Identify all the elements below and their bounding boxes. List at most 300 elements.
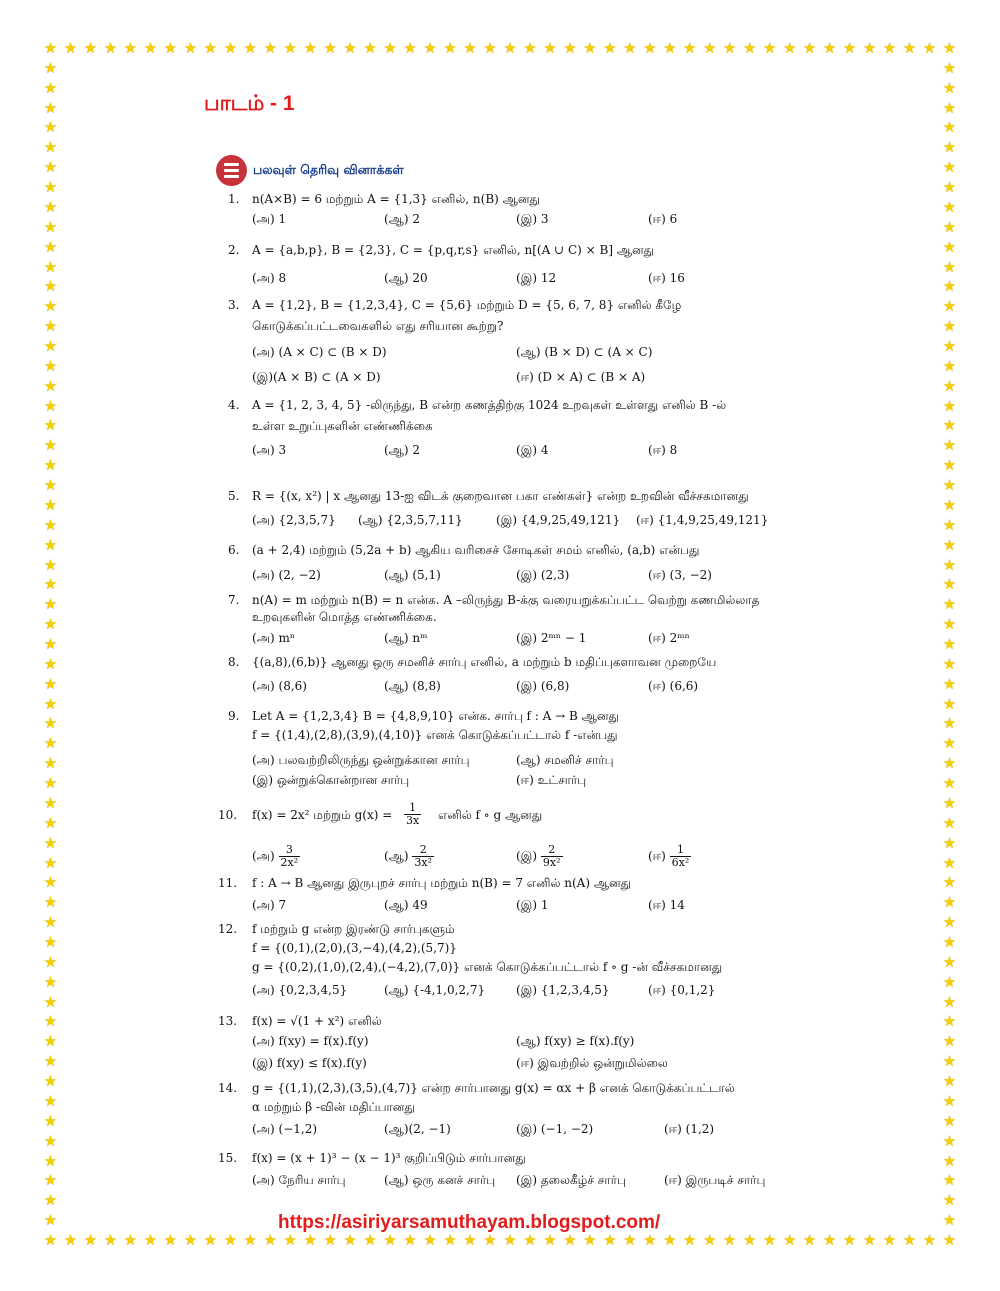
star-icon: ★ xyxy=(942,1032,957,1051)
star-icon: ★ xyxy=(563,39,577,57)
star-icon: ★ xyxy=(942,436,957,455)
option-d: (ஈ) 6 xyxy=(648,212,678,226)
star-icon: ★ xyxy=(43,575,58,594)
option-d: (ஈ) (6,6) xyxy=(648,679,699,693)
star-icon: ★ xyxy=(43,197,58,216)
question-number: 10. xyxy=(218,808,238,822)
option-c: (இ) (−1, −2) xyxy=(516,1122,594,1136)
option-c: (இ) {1,2,3,4,5} xyxy=(516,983,610,997)
star-icon: ★ xyxy=(683,1231,697,1249)
star-icon: ★ xyxy=(942,595,957,614)
star-icon: ★ xyxy=(942,774,957,793)
star-icon: ★ xyxy=(782,39,797,57)
star-icon: ★ xyxy=(942,178,957,197)
question-number: 7. xyxy=(228,593,240,607)
star-icon: ★ xyxy=(43,714,58,733)
star-icon: ★ xyxy=(862,1231,877,1249)
star-icon: ★ xyxy=(842,39,857,57)
star-icon: ★ xyxy=(523,1231,537,1249)
question-number: 3. xyxy=(228,298,240,312)
star-icon: ★ xyxy=(942,1211,957,1230)
star-icon: ★ xyxy=(43,754,58,773)
option-b: (ஆ) சமனிச் சார்பு xyxy=(516,753,614,767)
star-icon: ★ xyxy=(43,1231,58,1249)
option-b: (ஆ) ஒரு கனச் சார்பு xyxy=(384,1173,496,1187)
option-a: (அ) $\frac{3}{\text{2x²}}$ xyxy=(252,843,299,869)
star-icon: ★ xyxy=(363,1231,377,1249)
option-a: (அ) {2,3,5,7} xyxy=(252,513,336,527)
question-text: α மற்றும் β -வின் மதிப்பானது xyxy=(252,1100,415,1114)
option-b: (ஆ) 2 xyxy=(384,212,420,226)
star-icon: ★ xyxy=(43,78,58,97)
star-icon: ★ xyxy=(942,1131,957,1150)
star-icon: ★ xyxy=(942,237,957,256)
question-text: உள்ள உறுப்புகளின் எண்ணிக்கை xyxy=(252,419,433,433)
star-icon: ★ xyxy=(922,39,937,57)
option-a: (அ) நேரிய சார்பு xyxy=(252,1173,346,1187)
option-c: (இ) (2,3) xyxy=(516,568,570,582)
star-icon: ★ xyxy=(942,1191,957,1210)
star-icon: ★ xyxy=(663,1231,677,1249)
star-icon: ★ xyxy=(423,1231,437,1249)
star-icon: ★ xyxy=(43,853,58,872)
star-icon: ★ xyxy=(43,138,58,157)
question-text: n(A) = m மற்றும் n(B) = n என்க. A –லிருந்து B-க்கு வரையறுக்கப்பட்ட வெற்று கணமில்லாத xyxy=(252,593,760,607)
question-text: g = {(0,2),(1,0),(2,4),(−4,2),(7,0)} எனக் கொடுக்கப்பட்டால் f ∘ g -ன் வீச்சகமானது xyxy=(252,960,723,974)
star-icon: ★ xyxy=(463,39,477,57)
star-icon: ★ xyxy=(43,893,58,912)
star-icon: ★ xyxy=(942,118,957,137)
star-icon: ★ xyxy=(123,39,138,57)
star-icon: ★ xyxy=(83,1231,98,1249)
star-icon: ★ xyxy=(942,873,957,892)
list-icon xyxy=(216,155,247,186)
question-text: f(x) = √(1 + x²) எனில் xyxy=(252,1014,382,1028)
question-number: 4. xyxy=(228,398,240,412)
question-text: n(A×B) = 6 மற்றும் A = {1,3} எனில், n(B) ஆனது xyxy=(252,192,540,206)
star-icon: ★ xyxy=(942,197,957,216)
option-c: (இ) $\frac{2}{\text{9x²}}$ xyxy=(516,843,561,869)
star-icon: ★ xyxy=(43,158,58,177)
option-a: (அ) f(xy) = f(x).f(y) xyxy=(252,1034,369,1048)
star-icon: ★ xyxy=(942,734,957,753)
option-c: (இ)(A × B) ⊂ (A × D) xyxy=(252,370,381,384)
star-icon: ★ xyxy=(942,1171,957,1190)
star-icon: ★ xyxy=(942,754,957,773)
star-icon: ★ xyxy=(43,635,58,653)
star-icon: ★ xyxy=(43,317,58,336)
star-icon: ★ xyxy=(762,1231,777,1249)
question-text: {(a,8),(6,b)} ஆனது ஒரு சமனிச் சார்பு எனில், a மற்றும் b மதிப்புகளாவன முறையே xyxy=(252,655,717,669)
star-icon: ★ xyxy=(43,952,58,971)
star-icon: ★ xyxy=(942,674,957,693)
star-icon: ★ xyxy=(263,39,277,57)
question-text: f = {(1,4),(2,8),(3,9),(4,10)} எனக் கொடுக்கப்பட்டால் f -என்பது xyxy=(252,728,618,742)
star-icon: ★ xyxy=(43,992,58,1011)
star-icon: ★ xyxy=(942,535,957,554)
star-icon: ★ xyxy=(43,833,58,852)
star-icon: ★ xyxy=(942,158,957,177)
star-icon: ★ xyxy=(43,873,58,892)
question-number: 5. xyxy=(228,489,240,503)
star-icon: ★ xyxy=(902,39,917,57)
option-b: (ஆ) $\frac{2}{\text{3x²}}$ xyxy=(384,843,432,869)
option-b: (ஆ) f(xy) ≥ f(x).f(y) xyxy=(516,1034,635,1048)
star-icon: ★ xyxy=(942,58,957,77)
star-icon: ★ xyxy=(942,217,957,236)
star-icon: ★ xyxy=(343,39,357,57)
option-d: (ஈ) 14 xyxy=(648,898,685,912)
question-number: 6. xyxy=(228,543,240,557)
star-icon: ★ xyxy=(942,297,957,316)
star-icon: ★ xyxy=(842,1231,857,1249)
star-icon: ★ xyxy=(43,376,58,395)
option-a: (அ) 3 xyxy=(252,443,287,457)
star-icon: ★ xyxy=(443,1231,457,1249)
star-icon: ★ xyxy=(43,277,58,296)
star-icon: ★ xyxy=(942,972,957,991)
star-icon: ★ xyxy=(623,1231,637,1249)
question-text: A = {1, 2, 3, 4, 5} -லிருந்து, B என்ற கணத்திற்கு 1024 உறவுகள் உள்ளது எனில் B -ல் xyxy=(252,398,727,412)
star-icon: ★ xyxy=(163,39,178,57)
star-icon: ★ xyxy=(862,39,877,57)
option-d: (ஈ) $\frac{1}{\text{6x²}}$ xyxy=(648,843,690,869)
star-icon: ★ xyxy=(942,893,957,912)
star-icon: ★ xyxy=(43,396,58,415)
star-icon: ★ xyxy=(942,1012,957,1031)
star-icon: ★ xyxy=(942,694,957,713)
question-number: 11. xyxy=(218,876,238,890)
star-icon: ★ xyxy=(43,515,58,534)
question-text: (a + 2,4) மற்றும் (5,2a + b) ஆகிய வரிசைச் சோடிகள் சமம் எனில், (a,b) என்பது xyxy=(252,543,700,557)
option-c: (இ) {4,9,25,49,121} xyxy=(496,513,621,527)
star-icon: ★ xyxy=(283,39,297,57)
star-icon: ★ xyxy=(643,1231,657,1249)
star-icon: ★ xyxy=(942,456,957,475)
star-icon: ★ xyxy=(43,1171,58,1190)
option-a: (அ) (8,6) xyxy=(252,679,307,693)
star-icon: ★ xyxy=(483,1231,497,1249)
star-icon: ★ xyxy=(942,1231,957,1249)
star-icon: ★ xyxy=(43,913,58,932)
star-icon: ★ xyxy=(942,853,957,872)
lesson-title: பாடம் - 1 xyxy=(204,92,295,115)
star-icon: ★ xyxy=(83,39,98,57)
star-icon: ★ xyxy=(303,39,317,57)
star-icon: ★ xyxy=(43,793,58,812)
option-d: (ஈ) 8 xyxy=(648,443,678,457)
star-icon: ★ xyxy=(942,952,957,971)
star-icon: ★ xyxy=(443,39,457,57)
question-text: f(x) = (x + 1)³ − (x − 1)³ குறிப்பிடும் சார்பானது xyxy=(252,1151,526,1165)
star-icon: ★ xyxy=(882,39,897,57)
star-icon: ★ xyxy=(143,39,158,57)
star-icon: ★ xyxy=(63,39,78,57)
star-icon: ★ xyxy=(483,39,497,57)
star-icon: ★ xyxy=(942,416,957,435)
star-icon: ★ xyxy=(43,1211,58,1230)
option-c: (இ) 12 xyxy=(516,271,557,285)
star-icon: ★ xyxy=(43,595,58,614)
option-c: (இ) f(xy) ≤ f(x).f(y) xyxy=(252,1056,367,1070)
star-icon: ★ xyxy=(403,39,417,57)
star-icon: ★ xyxy=(503,39,517,57)
star-icon: ★ xyxy=(43,237,58,256)
star-icon: ★ xyxy=(603,39,617,57)
star-icon: ★ xyxy=(43,774,58,793)
star-icon: ★ xyxy=(802,39,817,57)
option-d: (ஈ) இவற்றில் ஒன்றுமில்லை xyxy=(516,1056,668,1070)
star-icon: ★ xyxy=(43,456,58,475)
question-number: 9. xyxy=(228,709,240,723)
star-icon: ★ xyxy=(143,1231,158,1249)
star-icon: ★ xyxy=(822,39,837,57)
question-text: A = {1,2}, B = {1,2,3,4}, C = {5,6} மற்றும் D = {5, 6, 7, 8} எனில் கீழே xyxy=(252,298,682,312)
star-icon: ★ xyxy=(942,575,957,594)
star-icon: ★ xyxy=(403,1231,417,1249)
star-icon: ★ xyxy=(283,1231,297,1249)
option-a: (அ) mⁿ xyxy=(252,631,296,645)
star-icon: ★ xyxy=(942,833,957,852)
option-b: (ஆ) 49 xyxy=(384,898,428,912)
option-d: (ஈ) (D × A) ⊂ (B × A) xyxy=(516,370,646,384)
star-icon: ★ xyxy=(942,98,957,117)
star-icon: ★ xyxy=(942,1111,957,1130)
option-b: (ஆ) 20 xyxy=(384,271,428,285)
star-icon: ★ xyxy=(802,1231,817,1249)
option-d: (ஈ) {0,1,2} xyxy=(648,983,716,997)
option-a: (அ) 1 xyxy=(252,212,287,226)
star-icon: ★ xyxy=(942,1072,957,1091)
star-icon: ★ xyxy=(43,495,58,514)
star-icon: ★ xyxy=(942,933,957,951)
star-icon: ★ xyxy=(43,615,58,634)
star-icon: ★ xyxy=(43,1191,58,1210)
star-icon: ★ xyxy=(942,913,957,932)
question-text: f : A → B ஆனது இருபுறச் சார்பு மற்றும் n(B) = 7 எனில் n(A) ஆனது xyxy=(252,876,632,890)
star-icon: ★ xyxy=(882,1231,897,1249)
star-icon: ★ xyxy=(723,1231,737,1249)
star-icon: ★ xyxy=(183,1231,198,1249)
question-number: 13. xyxy=(218,1014,238,1028)
star-icon: ★ xyxy=(563,1231,577,1249)
star-icon: ★ xyxy=(703,39,717,57)
star-icon: ★ xyxy=(43,217,58,236)
option-c: (இ) 3 xyxy=(516,212,549,226)
star-icon: ★ xyxy=(43,535,58,554)
star-icon: ★ xyxy=(942,654,957,673)
question-text: Let A = {1,2,3,4} B = {4,8,9,10} என்க. சார்பு f : A → B ஆனது xyxy=(252,709,619,723)
star-icon: ★ xyxy=(942,277,957,296)
star-icon: ★ xyxy=(43,416,58,435)
star-icon: ★ xyxy=(43,694,58,713)
star-icon: ★ xyxy=(543,1231,557,1249)
star-icon: ★ xyxy=(43,1072,58,1091)
star-icon: ★ xyxy=(43,436,58,455)
option-b: (ஆ) {-4,1,0,2,7} xyxy=(384,983,486,997)
section-header xyxy=(216,155,404,186)
option-b: (ஆ) (B × D) ⊂ (A × C) xyxy=(516,345,653,359)
star-icon: ★ xyxy=(323,39,337,57)
option-d: (ஈ) இருபடிச் சார்பு xyxy=(664,1173,766,1187)
star-icon: ★ xyxy=(683,39,697,57)
star-icon: ★ xyxy=(762,39,777,57)
star-icon: ★ xyxy=(43,674,58,693)
star-icon: ★ xyxy=(742,39,757,57)
star-icon: ★ xyxy=(383,1231,397,1249)
star-icon: ★ xyxy=(942,138,957,157)
star-icon: ★ xyxy=(942,317,957,336)
star-icon: ★ xyxy=(203,1231,218,1249)
star-icon: ★ xyxy=(43,337,58,355)
footer-url-link[interactable]: https://asiriyarsamuthayam.blogspot.com/ xyxy=(278,1212,661,1233)
star-icon: ★ xyxy=(43,178,58,197)
star-icon: ★ xyxy=(43,1012,58,1031)
question-text: f = {(0,1),(2,0),(3,−4),(4,2),(5,7)} xyxy=(252,941,457,955)
option-b: (ஆ) {2,3,5,7,11} xyxy=(358,513,463,527)
star-icon: ★ xyxy=(43,297,58,316)
option-c: (இ) 1 xyxy=(516,898,549,912)
option-d: (ஈ) (1,2) xyxy=(664,1122,715,1136)
star-icon: ★ xyxy=(942,376,957,395)
question-text: கொடுக்கப்பட்டவைகளில் எது சரியான கூற்று? xyxy=(252,319,504,333)
star-icon: ★ xyxy=(43,39,58,57)
option-c: (இ) 2ᵐⁿ − 1 xyxy=(516,631,587,645)
question-text: எனில் f ∘ g ஆனது xyxy=(438,808,543,822)
question-text: A = {a,b,p}, B = {2,3}, C = {p,q,r,s} எனில், n[(A ∪ C) × B] ஆனது xyxy=(252,243,655,257)
star-icon: ★ xyxy=(43,734,58,753)
star-icon: ★ xyxy=(942,992,957,1011)
star-icon: ★ xyxy=(603,1231,617,1249)
star-icon: ★ xyxy=(902,1231,917,1249)
question-number: 1. xyxy=(228,192,240,206)
option-b: (ஆ) (8,8) xyxy=(384,679,441,693)
star-icon: ★ xyxy=(243,1231,257,1249)
star-icon: ★ xyxy=(43,1032,58,1051)
star-icon: ★ xyxy=(822,1231,837,1249)
star-icon: ★ xyxy=(942,356,957,375)
star-icon: ★ xyxy=(782,1231,797,1249)
option-b: (ஆ)(2, −1) xyxy=(384,1122,451,1136)
question-text: உறவுகளின் மொத்த எண்ணிக்கை. xyxy=(252,610,437,624)
star-icon: ★ xyxy=(103,39,118,57)
star-icon: ★ xyxy=(223,39,238,57)
star-icon: ★ xyxy=(942,396,957,415)
star-icon: ★ xyxy=(43,1131,58,1150)
star-icon: ★ xyxy=(43,1091,58,1110)
option-a: (அ) (−1,2) xyxy=(252,1122,318,1136)
star-icon: ★ xyxy=(543,39,557,57)
star-icon: ★ xyxy=(523,39,537,57)
star-icon: ★ xyxy=(43,555,58,574)
star-icon: ★ xyxy=(43,356,58,375)
star-icon: ★ xyxy=(922,1231,937,1249)
star-icon: ★ xyxy=(942,337,957,355)
star-icon: ★ xyxy=(43,972,58,991)
star-icon: ★ xyxy=(43,98,58,117)
star-icon: ★ xyxy=(323,1231,337,1249)
star-icon: ★ xyxy=(43,813,58,832)
option-c: (இ) தலைகீழ்ச் சார்பு xyxy=(516,1173,626,1187)
option-a: (அ) 7 xyxy=(252,898,287,912)
star-icon: ★ xyxy=(942,714,957,733)
star-icon: ★ xyxy=(423,39,437,57)
question-number: 14. xyxy=(218,1081,238,1095)
star-icon: ★ xyxy=(942,495,957,514)
star-icon: ★ xyxy=(583,1231,597,1249)
option-b: (ஆ) (5,1) xyxy=(384,568,441,582)
question-number: 2. xyxy=(228,243,240,257)
star-icon: ★ xyxy=(163,1231,178,1249)
option-a: (அ) {0,2,3,4,5} xyxy=(252,983,348,997)
question-text: g = {(1,1),(2,3),(3,5),(4,7)} என்ற சார்பானது g(x) = αx + β எனக் கொடுக்கப்பட்டால் xyxy=(252,1081,735,1095)
option-c: (இ) ஒன்றுக்கொன்றான சார்பு xyxy=(252,773,410,787)
option-d: (ஈ) (3, −2) xyxy=(648,568,712,582)
star-icon: ★ xyxy=(942,78,957,97)
section-title: பலவுள் தெரிவு வினாக்கள் xyxy=(253,162,404,177)
question-number: 8. xyxy=(228,655,240,669)
option-a: (அ) (2, −2) xyxy=(252,568,321,582)
star-icon: ★ xyxy=(942,793,957,812)
star-icon: ★ xyxy=(263,1231,277,1249)
star-icon: ★ xyxy=(463,1231,477,1249)
star-icon: ★ xyxy=(942,1151,957,1170)
question-text: R = {(x, x²) | x ஆனது 13-ஐ விடக் குறைவான பகா எண்கள்} என்ற உறவின் வீச்சகமானது xyxy=(252,489,749,503)
star-icon: ★ xyxy=(942,1091,957,1110)
star-icon: ★ xyxy=(723,39,737,57)
star-icon: ★ xyxy=(343,1231,357,1249)
star-icon: ★ xyxy=(203,39,218,57)
question-text: f மற்றும் g என்ற இரண்டு சார்புகளும் xyxy=(252,922,455,936)
star-icon: ★ xyxy=(383,39,397,57)
star-icon: ★ xyxy=(43,1111,58,1130)
star-icon: ★ xyxy=(942,39,957,57)
star-icon: ★ xyxy=(43,118,58,137)
option-d: (ஈ) உட்சார்பு xyxy=(516,773,587,787)
star-icon: ★ xyxy=(243,39,257,57)
option-b: (ஆ) nᵐ xyxy=(384,631,428,645)
option-d: (ஈ) 2ᵐⁿ xyxy=(648,631,690,645)
fraction: $\frac{1}{3x}$ xyxy=(406,801,420,827)
star-icon: ★ xyxy=(942,635,957,653)
star-icon: ★ xyxy=(503,1231,517,1249)
star-icon: ★ xyxy=(43,1052,58,1071)
question-text: f(x) = 2x² மற்றும் g(x) = xyxy=(252,808,393,822)
star-icon: ★ xyxy=(43,476,58,495)
star-icon: ★ xyxy=(942,515,957,534)
star-icon: ★ xyxy=(942,257,957,276)
star-icon: ★ xyxy=(623,39,637,57)
star-icon: ★ xyxy=(742,1231,757,1249)
star-icon: ★ xyxy=(43,257,58,276)
star-icon: ★ xyxy=(103,1231,118,1249)
star-icon: ★ xyxy=(123,1231,138,1249)
star-icon: ★ xyxy=(703,1231,717,1249)
star-icon: ★ xyxy=(942,615,957,634)
star-icon: ★ xyxy=(43,933,58,951)
option-a: (அ) 8 xyxy=(252,271,287,285)
option-d: (ஈ) 16 xyxy=(648,271,685,285)
option-c: (இ) 4 xyxy=(516,443,549,457)
star-icon: ★ xyxy=(43,654,58,673)
star-icon: ★ xyxy=(303,1231,317,1249)
option-b: (ஆ) 2 xyxy=(384,443,420,457)
option-a: (அ) (A × C) ⊂ (B × D) xyxy=(252,345,387,359)
star-icon: ★ xyxy=(43,58,58,77)
star-icon: ★ xyxy=(183,39,198,57)
star-icon: ★ xyxy=(583,39,597,57)
star-icon: ★ xyxy=(63,1231,78,1249)
